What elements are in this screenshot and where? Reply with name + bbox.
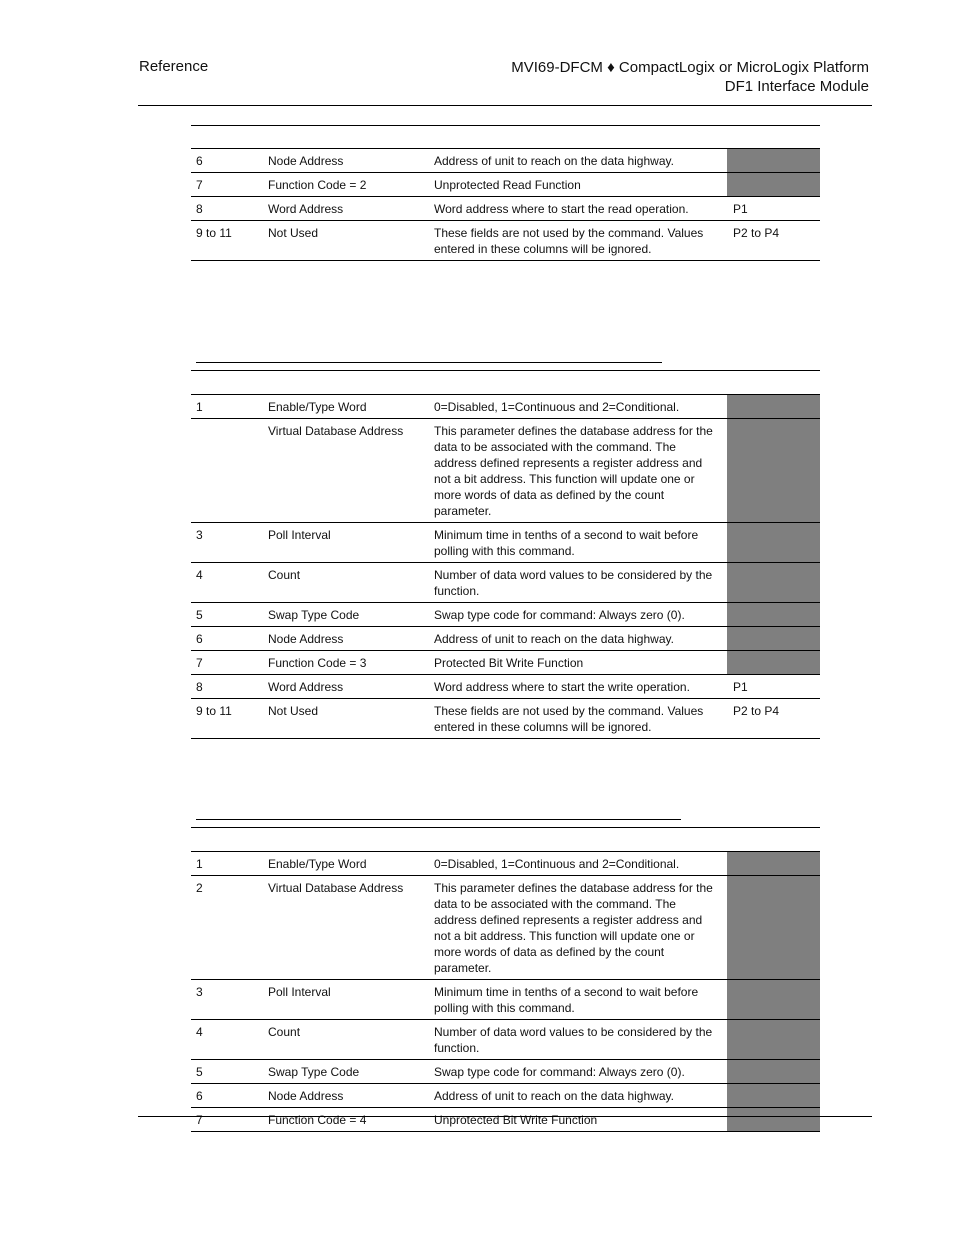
cell-param: Virtual Database Address bbox=[263, 876, 429, 980]
table-row bbox=[191, 1108, 820, 1132]
table2-caption-rule bbox=[196, 362, 662, 363]
cell-desc: Unprotected Bit Write Function bbox=[429, 1108, 727, 1132]
cell-param: Word Address bbox=[263, 197, 429, 221]
cell-num: 7 bbox=[191, 1108, 263, 1132]
header-section-title: Reference bbox=[139, 58, 209, 75]
cell-desc: This parameter defines the database address for the data to be associated with the command. The address defined represents a register address and not a bit address. This function will update one or more words of data as defined by the count parameter. bbox=[429, 419, 727, 523]
cell-param: Function Code = 4 bbox=[263, 1108, 429, 1132]
cell-num: 2 bbox=[191, 876, 263, 980]
cell-param: Virtual Database Address bbox=[263, 419, 429, 523]
cell-ref-shaded bbox=[727, 876, 820, 980]
cell-param: Count bbox=[263, 1020, 429, 1060]
cell-desc: Address of unit to reach on the data highway. bbox=[429, 1084, 727, 1108]
table1 bbox=[191, 148, 820, 261]
cell-param: Enable/Type Word bbox=[263, 852, 429, 876]
cell-desc: Address of unit to reach on the data highway. bbox=[429, 149, 727, 173]
table-row bbox=[191, 699, 820, 739]
cell-ref-shaded bbox=[727, 419, 820, 523]
table-row bbox=[191, 149, 820, 173]
cell-num: 6 bbox=[191, 149, 263, 173]
cell-ref-shaded bbox=[727, 627, 820, 651]
cell-desc: These fields are not used by the command. Values entered in these columns will be ignored. bbox=[429, 221, 727, 261]
cell-ref: P1 bbox=[727, 675, 820, 699]
cell-num: 9 to 11 bbox=[191, 699, 263, 739]
cell-ref-shaded bbox=[727, 523, 820, 563]
cell-desc: Unprotected Read Function bbox=[429, 173, 727, 197]
table3-caption-rule bbox=[196, 819, 681, 820]
table-row bbox=[191, 876, 820, 980]
cell-desc: Word address where to start the write operation. bbox=[429, 675, 727, 699]
table2-top-rule bbox=[191, 370, 820, 371]
header-product-line2: DF1 Interface Module bbox=[724, 78, 869, 95]
table-row bbox=[191, 603, 820, 627]
cell-ref-shaded bbox=[727, 1020, 820, 1060]
cell-ref: P1 bbox=[727, 197, 820, 221]
cell-param: Function Code = 2 bbox=[263, 173, 429, 197]
cell-num: 5 bbox=[191, 1060, 263, 1084]
cell-desc: 0=Disabled, 1=Continuous and 2=Conditional. bbox=[429, 852, 727, 876]
cell-param: Word Address bbox=[263, 675, 429, 699]
cell-num: 6 bbox=[191, 1084, 263, 1108]
table-row bbox=[191, 651, 820, 675]
cell-desc: Number of data word values to be considered by the function. bbox=[429, 563, 727, 603]
cell-param: Function Code = 3 bbox=[263, 651, 429, 675]
cell-desc: Word address where to start the read operation. bbox=[429, 197, 727, 221]
cell-num: 7 bbox=[191, 173, 263, 197]
cell-desc: These fields are not used by the command. Values entered in these columns will be ignored. bbox=[429, 699, 727, 739]
cell-num: 1 bbox=[191, 395, 263, 419]
cell-ref-shaded bbox=[727, 1108, 820, 1132]
cell-ref-shaded bbox=[727, 651, 820, 675]
cell-ref-shaded bbox=[727, 1060, 820, 1084]
cell-num: 1 bbox=[191, 852, 263, 876]
cell-desc: Minimum time in tenths of a second to wait before polling with this command. bbox=[429, 523, 727, 563]
cell-ref: P2 to P4 bbox=[727, 699, 820, 739]
cell-ref-shaded bbox=[727, 563, 820, 603]
cell-param: Swap Type Code bbox=[263, 1060, 429, 1084]
cell-num bbox=[191, 419, 263, 523]
cell-num: 8 bbox=[191, 197, 263, 221]
cell-param: Not Used bbox=[263, 221, 429, 261]
cell-param: Poll Interval bbox=[263, 523, 429, 563]
cell-ref: P2 to P4 bbox=[727, 221, 820, 261]
cell-desc: This parameter defines the database address for the data to be associated with the command. The address defined represents a register address and not a bit address. This function will update one or more words of data as defined by the count parameter. bbox=[429, 876, 727, 980]
cell-num: 3 bbox=[191, 523, 263, 563]
table3 bbox=[191, 851, 820, 1132]
cell-ref-shaded bbox=[727, 1084, 820, 1108]
cell-num: 4 bbox=[191, 1020, 263, 1060]
cell-desc: Minimum time in tenths of a second to wait before polling with this command. bbox=[429, 980, 727, 1020]
cell-num: 3 bbox=[191, 980, 263, 1020]
cell-desc: Swap type code for command: Always zero (0). bbox=[429, 1060, 727, 1084]
cell-desc: Address of unit to reach on the data highway. bbox=[429, 627, 727, 651]
footer-rule bbox=[138, 1116, 872, 1117]
cell-ref-shaded bbox=[727, 603, 820, 627]
header-product-title bbox=[511, 58, 869, 96]
cell-param: Node Address bbox=[263, 627, 429, 651]
header-rule bbox=[138, 105, 872, 106]
table-row bbox=[191, 173, 820, 197]
cell-num: 6 bbox=[191, 627, 263, 651]
table-row bbox=[191, 419, 820, 523]
cell-num: 7 bbox=[191, 651, 263, 675]
table3-top-rule bbox=[191, 827, 820, 828]
cell-desc: Number of data word values to be considered by the function. bbox=[429, 1020, 727, 1060]
table-row bbox=[191, 627, 820, 651]
table-row bbox=[191, 980, 820, 1020]
cell-num: 4 bbox=[191, 563, 263, 603]
cell-num: 9 to 11 bbox=[191, 221, 263, 261]
cell-ref-shaded bbox=[727, 149, 820, 173]
table-row bbox=[191, 1060, 820, 1084]
table1-top-rule bbox=[191, 125, 820, 126]
cell-num: 5 bbox=[191, 603, 263, 627]
cell-ref-shaded bbox=[727, 852, 820, 876]
cell-ref-shaded bbox=[727, 173, 820, 197]
table-row bbox=[191, 852, 820, 876]
cell-ref-shaded bbox=[727, 980, 820, 1020]
cell-desc: 0=Disabled, 1=Continuous and 2=Conditional. bbox=[429, 395, 727, 419]
cell-param: Node Address bbox=[263, 149, 429, 173]
table2 bbox=[191, 394, 820, 739]
cell-desc: Swap type code for command: Always zero (0). bbox=[429, 603, 727, 627]
table-row bbox=[191, 523, 820, 563]
cell-ref-shaded bbox=[727, 395, 820, 419]
cell-param: Node Address bbox=[263, 1084, 429, 1108]
table-row bbox=[191, 1084, 820, 1108]
cell-desc: Protected Bit Write Function bbox=[429, 651, 727, 675]
cell-param: Count bbox=[263, 563, 429, 603]
table-row bbox=[191, 563, 820, 603]
cell-param: Enable/Type Word bbox=[263, 395, 429, 419]
table-row bbox=[191, 1020, 820, 1060]
table-row bbox=[191, 197, 820, 221]
cell-param: Not Used bbox=[263, 699, 429, 739]
table-row bbox=[191, 221, 820, 261]
header-product-line1: MVI69-DFCM ♦ CompactLogix or MicroLogix Platform bbox=[511, 59, 869, 76]
cell-param: Swap Type Code bbox=[263, 603, 429, 627]
cell-num: 8 bbox=[191, 675, 263, 699]
table-row bbox=[191, 675, 820, 699]
table-row bbox=[191, 395, 820, 419]
cell-param: Poll Interval bbox=[263, 980, 429, 1020]
